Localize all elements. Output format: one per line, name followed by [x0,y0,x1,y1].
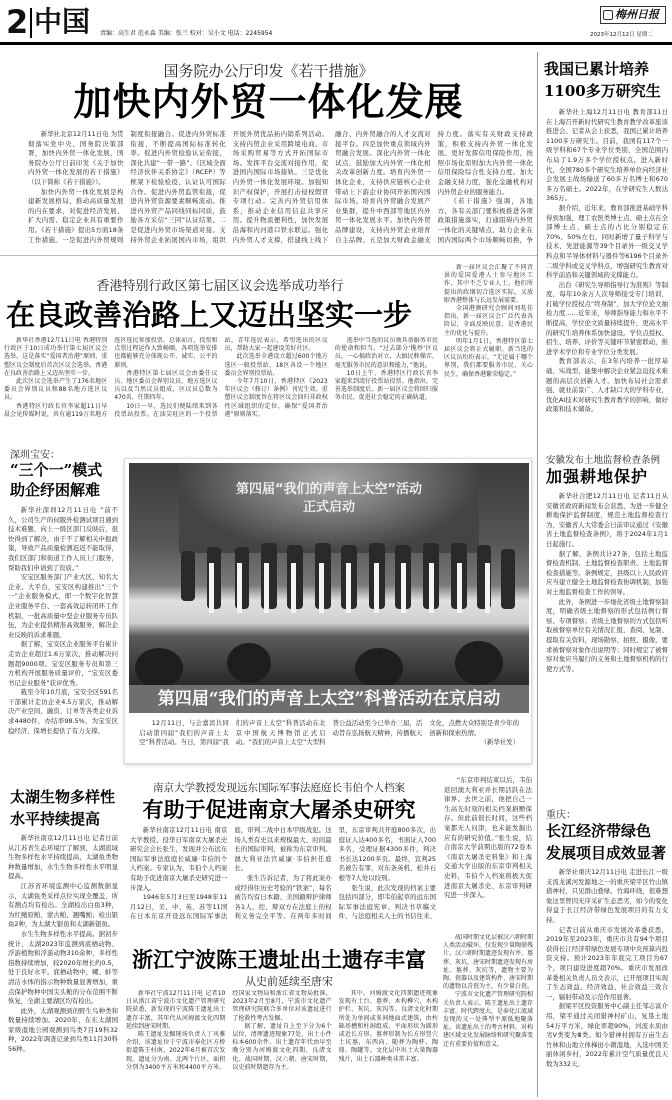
newspaper-logo [600,6,666,24]
taihu-headline-line2: 水平持续提高 [10,810,101,828]
nanjing-kicker: 南京大学教授发现远东国际军事法庭庭长韦伯个人档案 [153,782,405,794]
paragraph: 新华社北京12月11日电 为贯彻落实党中央、国务院决策部署，加快内外贸一体化发展，国务院办公厅日前印发《关于加快内外贸一体化发展的若干措施》（以下简称《若干措施》）。 [28,130,124,186]
banner-line1: 第四届“我们的声音上太空”活动 [235,482,423,497]
photo-caption-bar: 第四届“我们的声音上太空”科普活动在京启动 [129,685,529,713]
taihu-headline [10,786,115,830]
paragraph: 明年1月1日，香港特区第七届区议会将正式履职。新当选的区议员纷纷表示，“无论属于哪个界别，我们都要服务市民、关心民生，确保香港繁荣稳定。” [444,337,533,378]
paragraph: 张生说，此次发现的档案主要包括四部分，即韦伯起草的远东国际军事法庭宪章、判决书草稿文件、与法庭相关人士的书信往来、 [338,883,436,921]
paragraph: 此次区议会选举产生了176名地区委员会界别议员和88名地方选区议员。 [4,378,108,402]
paragraph: 新华社合肥12月11日电 记者11日从安徽省政府新闻发布会获悉，为进一步健全耕地保护监督制度，规范土地监督检查行为，安徽省人大常委会日前审议通过《安徽省土地监督检查条例》，将于2024年1月1日起施行。 [546,492,668,548]
paragraph: 据了解，宝安区企业服务平台累计走访企业超过1.6万家次，推动解决问题超9000项。宝安区服务专员和第三方机构开展服务质量评价，“宝安区委书记企业服务”获评优秀。 [8,640,118,687]
paragraph: 选举中当选的议员须具备服务市民的使命和担当。“过去部分‘揽炒’区议员，一心搞政治对立，大搞民粹操弄，毫无服务市民的意识和能力，”他说。 [334,337,438,369]
paragraph: 据了解，条例共计27条，包括土地监督检查机制、土地监督检查职责、土地监督检查措施等。条例规定，县级以上人民政府应当建立健全土地监督检查协调机制，加强对土地监督检查工作的领导。 [546,549,668,596]
paragraph: 水生生物多样性水平提高。据初步统计，太湖2023年监测到底栖动物、浮游植物和浮游动物310余种，多样性指数持续增加，较2020年增长约0.5，处于良好水平。底栖动物中，螺、蚌等清洁水体的指示物种数量显著增加，重点保护物种中国尖头鲌的分布范围不断恢复，全湖主要湖区均有检出。 [8,929,118,1006]
light-pillar [346,563,351,613]
page-number: 2 [6,3,29,41]
audience-head [227,643,271,683]
masthead [0,0,672,44]
cq-article-body [546,868,668,1096]
paragraph: 此次选举全港设立超过600个地方选区一般投票站，18区各设一个地区委员会界别投票站。 [224,353,328,377]
cq-headline-line1: 长江经济带绿色 [546,822,652,840]
paragraph: 据了解，遗址自上至下分为6个层位，清理遗迹现象77处，出土小件标本600余件。出土遗存年代由早至晚分别为河姆渡文化四期、良渚文化、战国时期、汉六朝、唐宋时期，以史前时期遗存为主。 [232,1022,332,1071]
ningbo-article-body [126,990,438,1098]
audience-head [355,648,403,685]
shenzhen-headline-line2: 助企纾困解难 [10,481,101,499]
paragraph: 陈王遗址发掘现场负责人丁风雅介绍，该遗址位于宁波市奉化区方桥街道陈王村南，2022年6月被首次发现。遗址分为南、北两个片区，面积分别为3400平方米和4400平方米。经国家文物局和浙江省文物局批准，2023年2月至8月，宁波市文化遗产管理研究院联合多单位对该遗址进行了抢救性考古发掘。 [126,990,332,1071]
light-pillar [237,563,242,613]
paragraph: 张生告诉记者，为了将此案办成经得住历史考验的“铁案”，每名被告均有日本籍、美国籍辩护律师各1人，控、辩双方在法庭上的权利义务完全平等。在两年多时间里，东京审判共开庭800多次，出庭证人达400多名，书面证人700多名，受理证据4300多件，判决书长达1200多页。最终，宣判25名被告有罪，对东条英机、松井石根等7人处以绞刑。 [234,826,436,921]
paragraph: 12月11日，与会嘉宾共同启动第四届“我们的声音上太空”科普活动。当日，第四届“我们的声音上太空”科普活动在北京中国航天博物馆正式启动。“我们的声音上太空”大型科普公益活动至今已举办三届，活动旨在弘扬航天精神，传播航天文化，点燃大众特别是青少年的创新和探索热情。 [139,719,519,747]
shenzhen-headline-line1: “三个一”模式 [10,461,103,479]
light-pillar [485,563,490,613]
issue-date: 2023年12月12日 星期二 [590,32,653,38]
hk-article-body-continued [444,264,533,424]
person [501,549,515,609]
paragraph: 加快内外贸一体化发展是构建新发展格局、推动高质量发展的内在要求，对促进经济发展、扩大内需、稳定企业具有重要作用。《若干措施》提出5方面18条工作措施。一是促进内外贸规则制度衔接融合。促进内外贸标准衔接，不断提高国际标准转化率。促进内外贸检验认证衔接，深化共建“一带一路”、《区域全面经济伙伴关系协定》（RCEP）等框架下检验检疫、认证认可国际合作。促进内外贸监管衔接，促进内外贸资源要素顺畅流动。推进内外贸产品同线同标同质，鼓励各方采信“三同”认证结果。二是促进内外贸市场渠道对接。支持外贸企业拓展国内市场，组织开展外贸优品拓内销系列活动。支持内贸企业采用跨境电商、市场采购贸易等方式开拓国际市场。发挥平台交流对接作用，促进国内国际市场接轨。三是优化内外贸一体化发展环境。加强知识产权保护，开展打击侵权假冒专项行动。完善内外贸信用体系，推动企业信用信息共享应用。提升物流便利性，加快发展沿海和内河港口铁水联运。强化内外贸人才支撑，搭建线上线下融合、内外贸融合的人才交流对接平台。四是加快重点领域内外贸融合发展。深化内外贸一体化试点，鼓励加大内外贸一体化相关改革创新力度。培育内外贸一体化企业，支持供应链核心企业带动上下游企业协同开拓国内国际市场。培育内外贸融合发展产业集群，提升中西部等地区内外贸一体化发展水平。加快内外贸品牌建设，支持内外贸企业培育自主品牌。五是加大财政金融支持力度。落实有关财政支持政策，积极支持内外贸一体化发展。更好发挥信用保险作用，按照市场化原则加大内外贸一体化信用保险综合性支持力度。加大金融支持力度，强化金融机构对内外贸企业的服务能力。 [28,130,533,244]
nanjing-article-body-continued [444,776,532,926]
photo-caption-text [139,719,519,759]
paragraph: 今年7月10日，香港特区《2023年区议会（修订）条例》刊宪生效。重塑区议会制度旨在将区议会回归非政权性区域组织的定位，确保“爱国者治港”原则落实。 [224,378,328,418]
paragraph: 香港特区行政长官李家超11日早晨会见传媒时说，共有逾119万名地方选区选民参加投票。总体而言，投票和点票过程运作大致畅顺，各项选举安排也都能够充分体现公开、诚实、公平的原则。 [4,337,218,418]
nanjing-article-body [130,826,436,926]
grad-headline [544,58,672,102]
light-pillar [429,563,434,613]
light-pillar [209,563,214,613]
paragraph: 记者日前从重庆市发展改革委获悉，2019年至2023年，重庆市共有94个项目获得长江经济带绿色发展专项中央预算内投资支持。预计2023年年底完工项目为67个，项目建设进度超70%。重庆市发展改革委相关负责人员文表示，已开展项目实现了生态效益、经济效益、社会效益三效合一，辐射带动及示范作用显著。 [546,925,668,1001]
paragraph: 10日上午，香港特区行政长官李家超来到湾仔投票站投票。他指出，完善选举制度后，新一届区议会将回归服务市民、促进社会稳定的正确轨道。 [334,369,438,402]
paragraph: 1946年5月3日至1948年11月12日，美、中、英、苏等11国在日本东京开设远东国际军事法庭，审判二战中日本甲级战犯。这场人类有史以来规模最大、时间最长的国际审判，被称为东京审判。澳大利亚法官威廉·韦伯担任庭长。 [130,826,332,921]
paragraph: 安宝区服务部门产业大区、知名大企业、大平台，宝安区构建推出“三个一”企业服务模式，即一个数字化智慧企业服务平台、一套高效运转闭环工作机制、一批高质量中坚企业服务专员队伍，为企业提供精准高效服务，解决企业反映的诉求难题。 [8,573,118,639]
photo-feature [124,458,532,764]
ningbo-headline: 浙江宁波陈王遗址出土遗存丰富 [132,947,426,972]
paragraph: 新华社南京12月11日电 记者日前从江苏省生态环境厅了解到，太湖流域生物多样性水平持续提高，太湖鱼类物种数量增加，水生生物多样性水平明显提高。 [8,834,118,881]
shenzhen-headline [10,460,102,500]
section-title: 中国 [34,5,91,38]
paragraph: 新华社重庆12月11日电 走进长江一级支流龙溪河发源地之一的重庆梁平区竹山镇猎神村，只见群山叠绿、竹海环绕，很难想象这里曾因无序采矿生态恶劣，如今的变化得益于长江经济带绿色发展项目的有力支持。 [546,868,668,924]
logo-emblem-icon [603,10,613,20]
nanjing-headline: 有助于促进南京大屠杀史研究 [142,797,416,822]
paragraph: “东京审判结束以后，韦伯返回澳大利亚并长期活跃在法律界。去世之前，他把自己一生高光时刻的相关档案捐赠保存。但此前很长时间，这些档案都无人问津，也未能发掘出应有的研究价值。”张生说，结合南京大学前期出版的72卷本《南京大屠杀史料集》和上海交通大学出版的东京审判相关史料，韦伯个人档案将极大促进南京大屠杀史、东京审判研究进一步深入。 [444,776,532,900]
audience-head [455,641,503,685]
stage-figures [129,463,529,685]
grad-article-body [546,108,668,435]
anhui-article-body [546,492,668,792]
light-pillar [264,563,269,613]
paragraph: 新华社香港12月11日电 香港特别行政区于10日成功举行第七届区议会选举。这是落实“爱国者治港”原则、重塑区议会制度后首次区议会选举。香港在良政善治路上又迈出坚实一步。 [4,337,108,377]
paragraph: 10日一早，选民们便陆续来到各投票站投票。在油尖旺区的一个投票站，青年选民表示，希望选出的区议员，帮助大家一起建设美好社区。 [114,337,328,418]
paragraph: 新华社上海12月11日电 教育部11日在上海召开新时代研究生教育教学改革座谈推进会。记者从会上获悉，我国已累计培养1100多万研究生。目前，我国有117个一级学科和67个专业学位类别，全国范围内布局了1.9万多个学位授权点。进入新时代，全国780多个研究生培养单位向经济社会发展主战场输送了60多万名博士和670多万名硕士。2022年，在学研究生人数达365万。 [546,108,668,203]
hk-kicker: 香港特别行政区第七届区议会选举成功举行 [96,279,344,294]
paragraph: 据介绍，近年来，教育部推进基础学科得到加强，理工农医类博士点、硕士点在全部博士点、硕士点的占比分别稳定在70%、50%左右，同时新增了量子科学与技术、先进能源等39个目录外一级交叉学科点和半导体材料与器件等6196个目录外二级学科或交叉学科点，增强研究生教育对科学前沿和关键领域的支撑能力。 [546,203,668,280]
taihu-article-body [8,834,118,1096]
credits: 责编：高生君 范永淼 美编：张兰 校对：吴小文 电话：2245954 [100,30,273,37]
paragraph: 截至今年10月底，宝安全区591名干部累计走访企业4.5万家次，推动解决产业空间、融资、订单等各类企业诉求4480件，办结率98.5%，为宝安区稳经济、保增长提供了有力支撑。 [8,688,118,735]
grad-headline-line2: 1100多万研究生 [544,82,661,100]
anhui-headline: 加强耕地保护 [546,467,649,486]
shenzhen-article-body [8,506,118,774]
paragraph: 教育部表示，在3年内培养一批厚基础、实战型、能集中解决企业紧急迫技术难题的高层次创新人才。加快布局社会需求强、就业前景广、人才缺口大的学科专业，优化AI技术对研究生教育教学的影响，做好政策和技术储备。 [546,357,668,414]
paragraph: 全国港澳研究会顾问刘兆佳指出，新一届区议会广泛代表各阶层，全面反映民意，是香港民主的优化与提升。 [444,305,533,337]
paragraph: 宁波市文化遗产管理研究院相关负责人表示，陈王遗址出土遗存丰富，时代跨度大，是奉化江流域发现的又一处典型平原低地聚落址。该遗址出土的考古材料，对构建区域文化发展脉络和研究聚落变迁有重要价值和意义。 [443,991,533,1048]
light-pillar [291,563,296,613]
light-pillar [401,563,406,613]
lead-headline: 加快内外贸一体化发展 [73,79,464,124]
photo-credit: （新华社发） [480,738,519,747]
paragraph: 出台《研究生导师指导行为准则》等制度，每年10余万人次导师接受专门培训，打破学位授权点“终身制”，加大学位论文抽检力度……近年来，导师指导能力和水平不断提高，学位论文质量持续提升，更高水平的研究生培养体系加快建设。学位点授权、招生、培养、评价等关键环节紧密联动，推进学术学位和专业学位分类发展。 [546,280,668,356]
paragraph: 战国时期文化层被汉六朝时期人类活动破坏，仅发现少量陶鼎残片。汉六朝时期遗迹发现有井、墓葬、灰坑，唐宋时期遗迹发现有房址、墓葬、灰坑等，遗物主要为陶、瓷器以及建筑构件、唐宋时期的遗物以青瓷为主，有少量白瓷。 [443,934,533,991]
paragraph: 新华社深圳12月11日电 “前不久，公司生产的伺服外检测试项目遇到技术难题，向上一级区部门反映后，很快得到了解决，由于不了解相关申报政策，导致产品质量检测迟迟不能取得，我们区部门和街道工作人员上门服务，帮助我们申请到了资质。” [8,506,118,572]
light-pillar [319,563,324,613]
cq-headline-line2: 发展项目成效显著 [546,844,667,862]
light-pillar [374,563,379,613]
ningbo-subheadline: 从史前延续至唐宋 [245,975,333,988]
anhui-kicker: 安徽发布土地监督检查条例 [546,455,661,466]
paragraph: 新华社宁波12月11日电 记者10日从浙江省宁波市文化遗产管理研究院获悉，新发现的宁波陈王遗址出土遗存丰富，其年代从河姆渡文化四期延续到唐宋时期。 [126,990,226,1030]
audience-head [135,648,183,685]
paragraph: 新华社南京12月11日电 南京大学教授、侵华日军南京大屠杀史研究会会长张生，发现并公布远东国际军事法庭庭长威廉·韦伯的个人档案。专家认为，韦伯个人档案有助于促进南京大屠杀史研究进一步深入。 [130,826,228,892]
person [181,551,195,601]
paragraph: 此外，太湖观测到的野生鸟种类和数量持续增加。2020年，在东太湖国家级湿地公园观测到鸟类7目19科32种，2022年调查记录到鸟类11目30科56种。 [8,1006,118,1054]
taihu-headline-line1: 太湖生物多样性 [10,788,116,806]
page-number-divider [30,8,32,38]
ningbo-article-body-continued [443,934,533,1098]
masthead-rule [0,42,672,45]
paragraph: 香港特区第七届区议会由委任议员、地区委员会界别议员、地方选区议员以及当然议员组成，区议员总数为470名，任期四年。 [114,369,218,402]
hk-article-body [4,337,438,442]
paragraph: 据梁平区投资服务中心副主任邹志富介绍，梁平通过关闭猎神村矿山，复垦土地54万平方米，绿化率超90%，河流水质由劣Ⅴ类变为Ⅲ类。如今猎神村拥有万亩生态竹林和山地立体梯田小微湿地，入选中国美丽休闲乡村，2022年累计空气质量优良天数为332天。 [546,1002,668,1068]
hk-headline: 在良政善治路上又迈出坚实一步 [6,298,413,332]
cq-kicker: 重庆： [546,810,576,821]
paragraph: 《若干措施》强调，各地方、各有关部门要积极推进各项政策措施落实，打通阻碍内外贸一体化的关键堵点，助力企业在国内国际两个市场顺畅切换，争 [437,197,533,244]
grad-headline-line1: 我国已累计培养 [544,60,650,78]
lead-kicker: 国务院办公厅印发《若干措施》 [163,62,374,80]
lead-article-body [28,130,533,248]
light-pillar [457,563,462,613]
column-divider [537,52,538,1097]
shenzhen-kicker: 深圳宝安： [10,450,60,461]
news-photo [129,463,529,685]
logo-text: 梅州日报 [615,8,659,21]
paragraph: 新一届区议会汇聚了不同背景的爱国爱港人士参与地区工作，其中不乏专业人士。他们所提出的政纲切合选区实际，又放眼香港整体与长远发展需要。 [444,264,533,304]
paragraph: 其中，河姆渡文化四期遗迹现象发现有土台、墓葬、木构榫穴、木构护栏、灰坑、灰沟等。良渚文化时期所处为单间或多间地面式建筑，由柱础基槽和柱洞组成，平面形状为圆形或近长方形。墓葬形制为长方形竖穴土坑墓，东西向，随葬为陶杯、陶鼎、陶罐等。文化层中出土大量陶器残片，出土石器种类非常丰富。 [338,990,438,1063]
paragraph: 江苏省环境监测中心监测数据显示，太湖鱼类采样点位实现全覆盖，所有测点均有检出。全湖检出白鱼3种，为红鳍原鲌、蒙古鲌、翘嘴鲌；检出银鱼2种，为太湖大银鱼和太湖新银鱼。 [8,881,118,929]
section-divider [0,255,537,256]
cq-headline [546,820,666,864]
paragraph: 此外，条例进一步细化省级土地督察制度，明确省级土地督察的形式包括例行督察、专项督察；省级土地督察的方式包括听取被督察单位有关情况汇报，查阅、复制、提取有关资料，现场勘察、拍照、摄像，要求被督察对象作出说明等；同时规定了被督察对象应当履行的义务和土地督察机构的行使方式等。 [546,597,668,673]
banner-line2: 正式启动 [302,500,355,515]
